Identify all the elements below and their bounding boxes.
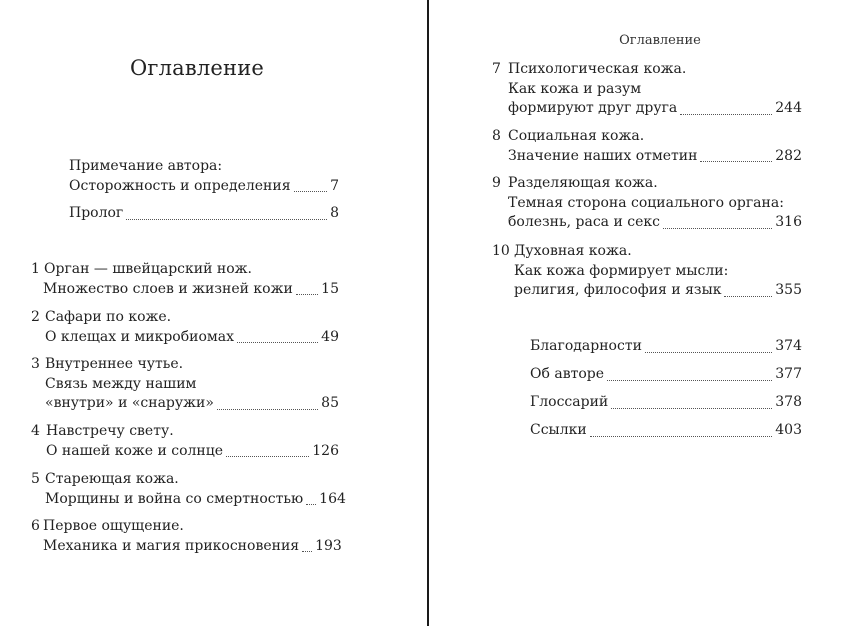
toc-entry-line: Как кожа и разум [508, 80, 642, 97]
chapter-title: Первое ощущение. [43, 518, 184, 534]
toc-page-number: 49 [321, 328, 339, 345]
chapter-number: 4 [31, 423, 40, 439]
dot-leader [237, 341, 318, 343]
toc-entry-row [492, 281, 802, 301]
dot-leader [302, 550, 312, 552]
toc-entry-label: Глоссарий [530, 394, 609, 410]
dot-leader [217, 408, 318, 410]
toc-entry-chapter-5[interactable] [31, 470, 346, 509]
toc-page-number: 355 [775, 282, 802, 298]
toc-entry-label: Об авторе [530, 366, 605, 382]
toc-entry-row [530, 337, 802, 357]
chapter-number: 6 [31, 518, 40, 534]
toc-entry-chapter-1[interactable] [31, 260, 339, 299]
chapter-title: Духовная кожа. [514, 243, 632, 259]
toc-entry-row [530, 365, 802, 385]
toc-entry-label: Морщины и война со смертностью [45, 490, 304, 507]
toc-entry-row [31, 328, 339, 348]
dot-leader [611, 407, 772, 409]
toc-entry-label: О нашей коже и солнце [46, 442, 224, 459]
toc-entry-line: Как кожа формирует мысли: [514, 262, 729, 279]
toc-entry-line [31, 260, 339, 280]
toc-entry-row [31, 442, 339, 462]
page-gutter-divider [427, 0, 429, 626]
toc-page-number: 15 [321, 280, 339, 297]
toc-page-number: 85 [321, 395, 339, 411]
running-head: Оглавление [619, 33, 701, 48]
chapter-title: Психологическая кожа. [508, 61, 687, 77]
toc-page-number: 378 [775, 394, 802, 410]
chapter-number: 5 [31, 471, 40, 487]
dot-leader [590, 435, 773, 437]
chapter-number: 8 [492, 128, 501, 144]
dot-leader [126, 218, 327, 220]
dot-leader [680, 113, 772, 115]
toc-entry-authors-note[interactable] [69, 157, 339, 196]
chapter-number: 9 [492, 175, 501, 191]
toc-page-number: 8 [330, 205, 339, 221]
dot-leader [700, 160, 772, 162]
toc-entry-line [31, 517, 339, 537]
toc-entry-references[interactable] [530, 421, 802, 441]
chapter-title: Навстречу свету. [46, 423, 174, 439]
toc-entry-line [31, 470, 339, 490]
toc-entry-line [492, 242, 802, 262]
chapter-number: 2 [31, 309, 40, 325]
dot-leader [296, 293, 318, 295]
toc-page-number: 316 [775, 214, 802, 230]
toc-entry-row [530, 393, 802, 413]
dot-leader [294, 190, 328, 192]
toc-entry-label: религия, философия и язык [514, 282, 722, 298]
toc-entry-line [31, 355, 339, 375]
dot-leader [724, 295, 772, 297]
toc-entry-line: Темная сторона социального органа: [508, 194, 784, 211]
chapter-number: 7 [492, 61, 501, 77]
chapter-title: Социальная кожа. [508, 128, 645, 144]
toc-entry-label: Значение наших отметин [508, 147, 698, 164]
toc-entry-row [31, 537, 342, 557]
dot-leader [645, 351, 772, 353]
chapter-title: Сафари по коже. [45, 309, 172, 325]
toc-entry-label: Механика и магия прикосновения [43, 537, 300, 554]
toc-entry-chapter-10[interactable] [492, 242, 802, 301]
toc-entry-chapter-9[interactable] [492, 174, 802, 233]
toc-page-number: 126 [312, 442, 339, 459]
dot-leader [607, 379, 772, 381]
toc-entry-label: О клещах и микробиомах [45, 328, 235, 345]
dot-leader [226, 455, 309, 457]
chapter-title: Внутреннее чутье. [45, 356, 184, 372]
dot-leader [663, 227, 772, 229]
toc-entry-acknowledgements[interactable] [530, 337, 802, 357]
toc-entry-row [492, 99, 802, 119]
toc-page-number: 374 [775, 338, 802, 354]
toc-entry-line [31, 308, 339, 328]
toc-page-number: 377 [775, 366, 802, 382]
toc-entry-label: Благодарности [530, 338, 642, 354]
toc-entry-row [492, 213, 802, 233]
toc-page-number: 282 [775, 147, 802, 164]
toc-page-number: 164 [319, 490, 346, 507]
toc-entry-row [530, 421, 802, 441]
right-page [430, 0, 853, 626]
toc-entry-line [31, 422, 339, 442]
toc-entry-line [492, 60, 802, 80]
toc-entry-line: Примечание автора: [69, 158, 223, 174]
toc-page-number: 7 [330, 177, 339, 194]
toc-entry-prologue[interactable] [69, 204, 339, 224]
dot-leader [306, 503, 316, 505]
toc-entry-row [31, 280, 339, 300]
toc-entry-about-author[interactable] [530, 365, 802, 385]
chapter-number: 1 [31, 261, 40, 277]
toc-entry-row [492, 147, 802, 167]
toc-entry-chapter-7[interactable] [492, 60, 802, 119]
toc-entry-line [492, 127, 802, 147]
toc-entry-chapter-8[interactable] [492, 127, 802, 166]
toc-page-number: 403 [775, 422, 802, 438]
toc-entry-glossary[interactable] [530, 393, 802, 413]
toc-entry-row [31, 394, 339, 414]
toc-entry-label: болезнь, раса и секс [508, 214, 660, 230]
chapter-title: Стареющая кожа. [45, 471, 179, 487]
toc-page-number: 244 [775, 100, 802, 116]
chapter-number: 3 [31, 356, 40, 372]
chapter-title: Разделяющая кожа. [508, 175, 658, 191]
toc-entry-line [492, 174, 802, 194]
toc-entry-chapter-3[interactable] [31, 355, 339, 414]
toc-entry-chapter-2[interactable] [31, 308, 339, 347]
toc-entry-chapter-6[interactable] [31, 517, 342, 556]
toc-entry-chapter-4[interactable] [31, 422, 339, 461]
toc-entry-label: Пролог [69, 205, 124, 221]
toc-entry-row [69, 177, 339, 197]
toc-entry-label: формируют друг друга [508, 100, 678, 116]
toc-entry-label: «внутри» и «снаружи» [45, 395, 214, 411]
toc-entry-label: Ссылки [530, 422, 587, 438]
toc-page-number: 193 [315, 537, 342, 554]
toc-entry-label: Множество слоев и жизней кожи [43, 280, 293, 297]
toc-entry-line: Связь между нашим [45, 375, 197, 392]
toc-entry-row [31, 490, 346, 510]
chapter-title: Орган — швейцарский нож. [44, 261, 252, 277]
toc-entry-label: Осторожность и определения [69, 177, 291, 194]
toc-entry-row [69, 204, 339, 224]
page-title: Оглавление [129, 56, 265, 80]
chapter-number: 10 [492, 243, 510, 259]
